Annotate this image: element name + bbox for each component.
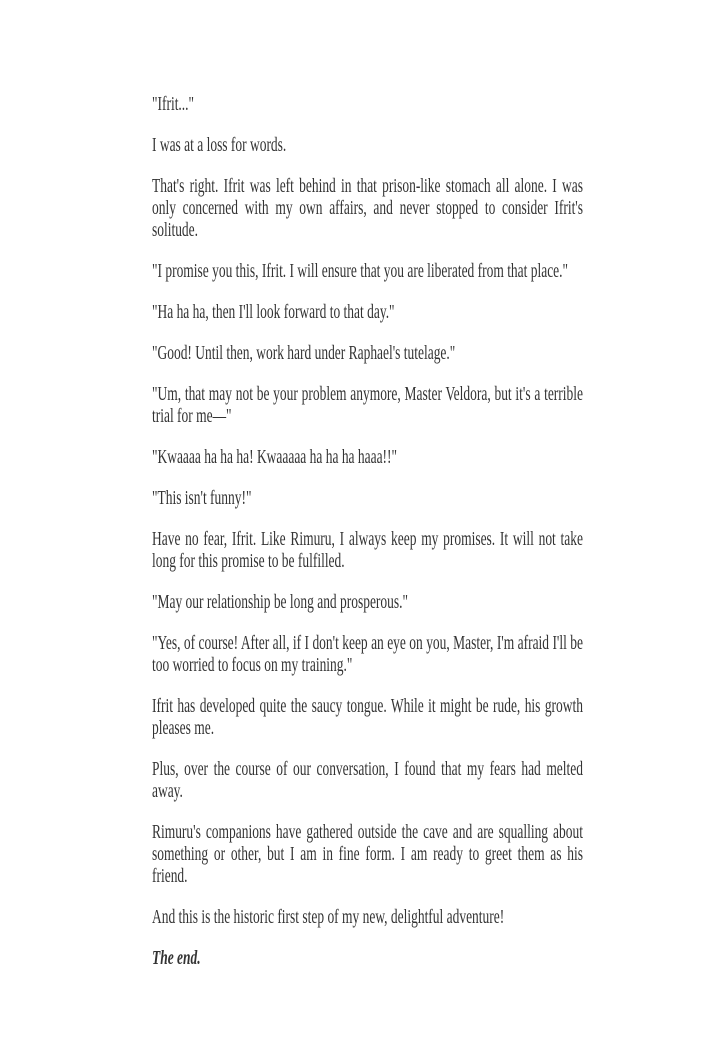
paragraph: I was at a loss for words. (152, 134, 287, 156)
paragraph: Plus, over the course of our conversation, I found that my fears had melted away. (152, 758, 583, 802)
paragraph: That's right. Ifrit was left behind in that prison-like stomach all alone. I was only concerned with my own affairs, and never stopped to consider Ifrit's solitude. (152, 175, 583, 241)
paragraph: "Yes, of course! After all, if I don't keep an eye on you, Master, I'm afraid I'll be too worried to focus on my training." (152, 632, 583, 676)
paragraph: "Um, that may not be your problem anymore, Master Veldora, but it's a terrible trial for me—" (152, 383, 583, 427)
paragraph: "I promise you this, Ifrit. I will ensure that you are liberated from that place." (152, 260, 569, 282)
paragraph: "This isn't funny!" (152, 487, 252, 509)
paragraph: Ifrit has developed quite the saucy tongue. While it might be rude, his growth pleases me. (152, 695, 583, 739)
the-end-label: The end. (152, 947, 201, 969)
paragraph: "Ha ha ha, then I'll look forward to that day." (152, 301, 395, 323)
paragraph: "May our relationship be long and prosperous." (152, 591, 408, 613)
paragraph: Have no fear, Ifrit. Like Rimuru, I always keep my promises. It will not take long for this promise to be fulfilled. (152, 528, 583, 572)
paragraph: "Ifrit..." (152, 93, 195, 115)
paragraph: "Good! Until then, work hard under Raphael's tutelage." (152, 342, 456, 364)
paragraph: Rimuru's companions have gathered outside the cave and are squalling about something or other, but I am in fine form. I am ready to greet them as his friend. (152, 821, 583, 887)
page-text-block (152, 93, 583, 988)
paragraph: "Kwaaaa ha ha ha! Kwaaaaa ha ha ha haaa!!" (152, 446, 398, 468)
paragraph: And this is the historic first step of my new, delightful adventure! (152, 906, 505, 928)
